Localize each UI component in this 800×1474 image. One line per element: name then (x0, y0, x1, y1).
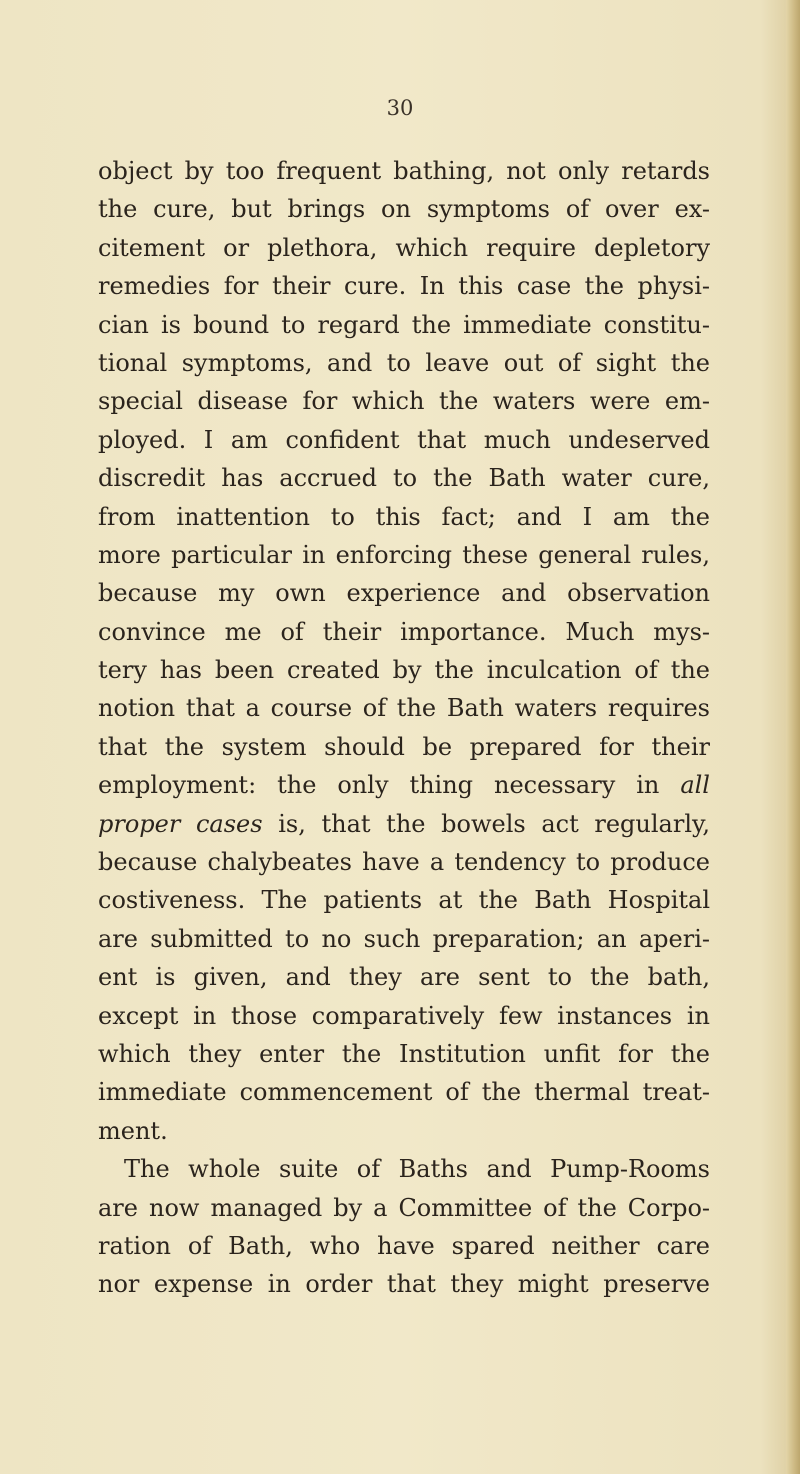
text-line: object by too frequent bathing, not only retards (98, 157, 710, 185)
page-edge (786, 0, 800, 1474)
text-segment: employment: the only thing necessary in (98, 771, 660, 800)
italic-text: all (680, 771, 710, 800)
text-line: that the system should be prepared for their (98, 732, 710, 761)
text-line: are now managed by a Committee of the Corpo- (98, 1193, 710, 1222)
text-line: immediate commencement of the thermal treat- (98, 1078, 710, 1107)
text-line: because my own experience and observation (98, 579, 710, 608)
italic-text: proper cases (98, 809, 263, 838)
text-line: notion that a course of the Bath waters requires (98, 694, 710, 723)
page-number: 30 (386, 96, 414, 120)
text-line: convince me of their importance. Much mys- (98, 617, 710, 646)
text-line: costiveness. The patients at the Bath Hospital (98, 886, 710, 915)
text-line: ent is given, and they are sent to the bath, (98, 963, 710, 992)
body-text (98, 152, 710, 1304)
text-line: more particular in enforcing these general rules, (98, 540, 710, 569)
text-line: from inattention to this fact; and I am the (98, 502, 710, 531)
text-line: tery has been created by the inculcation of the (98, 656, 710, 685)
text-segment: is, that the bowels act regularly, (262, 809, 710, 838)
text-line: except in those comparatively few instances in (98, 1001, 710, 1030)
paragraph-first-line: The whole suite of Baths and Pump-Rooms (124, 1155, 710, 1184)
text-line: ment. (98, 1116, 168, 1145)
text-line-mixed (98, 805, 710, 843)
text-line: citement or plethora, which require depletory (98, 233, 710, 262)
text-line: discredit has accrued to the Bath water cure, (98, 464, 710, 493)
text-line: special disease for which the waters were em- (98, 387, 710, 416)
text-line: tional symptoms, and to leave out of sight the (98, 348, 710, 377)
text-line: the cure, but brings on symptoms of over ex- (98, 195, 710, 224)
text-line-mixed (98, 766, 710, 804)
text-line: cian is bound to regard the immediate constitu- (98, 310, 710, 339)
text-line: remedies for their cure. In this case the physi- (98, 272, 710, 301)
text-line: because chalybeates have a tendency to produce (98, 848, 710, 877)
text-line: are submitted to no such preparation; an aperi- (98, 924, 710, 953)
text-line: ployed. I am confident that much undeserved (98, 425, 710, 454)
text-line: nor expense in order that they might preserve (98, 1270, 710, 1299)
text-line: ration of Bath, who have spared neither care (98, 1231, 710, 1260)
text-line: which they enter the Institution unfit for the (98, 1039, 710, 1068)
